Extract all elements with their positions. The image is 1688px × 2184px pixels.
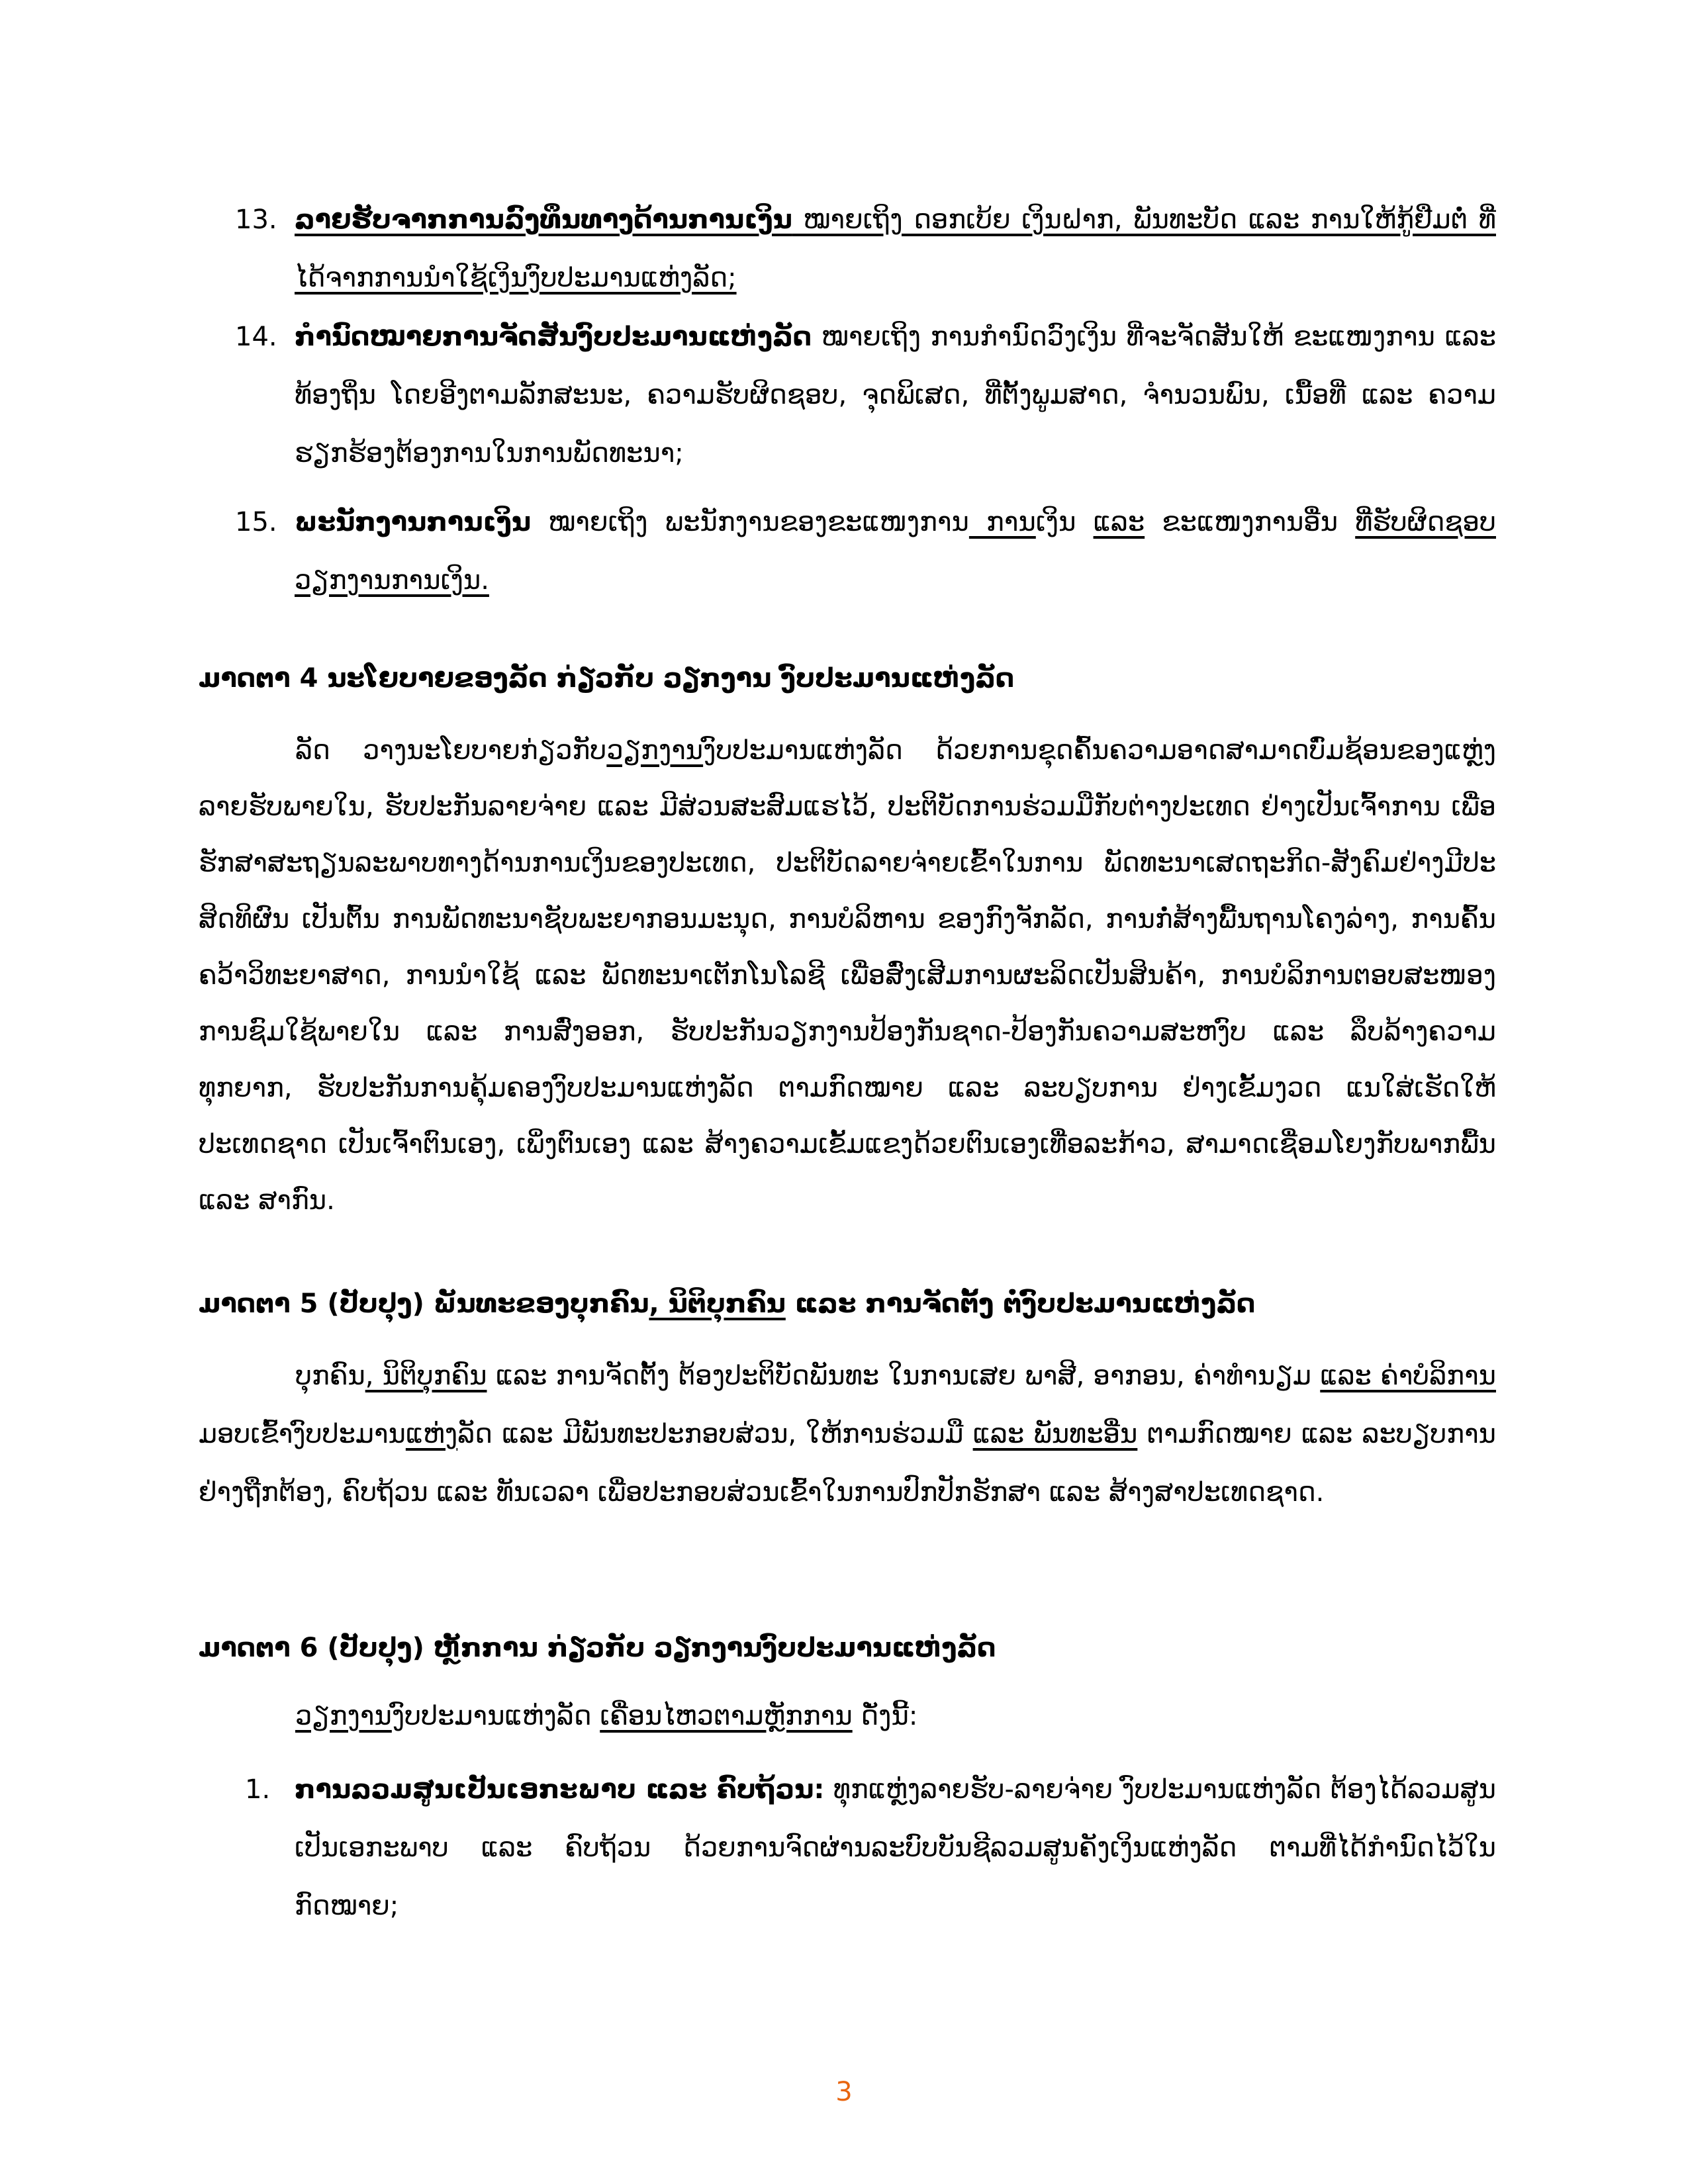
paragraph-text: ງົບປະມານແຫ່ງລັດ ດ້ວຍການຂຸດຄົ້ນຄວາມອາດສາມາດບົ່ມຊ້ອນຂອງແຫຼ່ງລາຍຮັບພາຍໃນ, ຮັບປະກັນລາຍຈ່າຍ ແລະ ມີສ່ວນສະສົມແຮໄວ້, ປະຕິບັດການຮ່ວມມືກັບຕ່າງປະເທດ ຢ່າງເປັນເຈົ້າການ ເພື່ອຮັກສາສະຖຽນລະພາບທາງດ້ານການເງິນຂອງປະເທດ, ປະຕິບັດລາຍຈ່າຍເຂົ້າໃນການ ພັດທະນາເສດຖະກິດ-ສັງຄົມຢ່າງມີປະສິດທິຜົນ ເປັນຕົ້ນ ການພັດທະນາຊັບພະຍາກອນມະນຸດ, ການບໍລິຫານ ຂອງກົງຈັກລັດ, ການກໍ່ສ້າງພື້ນຖານໂຄງລ່າງ, ການຄົ້ນຄວ້າວິທະຍາສາດ, ການນຳໃຊ້ ແລະ ພັດທະນາເຕັກໂນໂລຊີ ເພື່ອສົ່ງເສີມການຜະລິດເປັນສິນຄ້າ, ການບໍລິການຕອບສະໜອງການຊົມໃຊ້ພາຍໃນ ແລະ ການສົ່ງອອກ, ຮັບປະກັນວຽກງານປ້ອງກັນຊາດ-ປ້ອງກັນຄວາມສະຫງົບ ແລະ ລຶບລ້າງຄວາມທຸກຍາກ, ຮັບປະກັນການຄຸ້ມຄອງງົບປະມານແຫ່ງລັດ ຕາມກົດໝາຍ ແລະ ລະບຽບການ ຢ່າງເຂັ້ມງວດ ແນໃສ່ເຮັດໃຫ້ປະເທດຊາດ ເປັນເຈົ້າຕົນເອງ, ເພິ່ງຕົນເອງ ແລະ ສ້າງຄວາມເຂັ້ມແຂງດ້ວຍຕົນເອງເທື່ອລະກ້າວ, ສາມາດເຊື່ອມໂຍງກັບພາກພື້ນ ແລະ ສາກົນ. [199,735,1496,1216]
article-5-paragraph [199,1347,1496,1522]
definition-text: ຂະແໜງການອື່ນ [1145,507,1356,537]
paragraph-text: ແລະ ການຈັດຕັ້ງ ຕ້ອງປະຕິບັດພັນທະ ໃນການເສຍ ພາສີ, ອາກອນ, ຄ່າທຳນຽມ [487,1361,1321,1391]
paragraph-text: ມອບເຂົ້າງົບປະມານ [199,1419,406,1449]
paragraph-text: ດັ່ງນີ້: [852,1701,918,1731]
item-body [295,493,1496,610]
underlined-text: ແຫ່ງ [405,1419,458,1449]
definition-item-13 [235,191,1496,307]
paragraph-text: ລັດ ວາງນະໂຍບາຍກ່ຽວກັບ [295,735,607,766]
definition-text: ເງິນ [1035,507,1094,537]
item-body [295,1760,1496,1935]
underlined-text: ທີ່ຮັບຜິດຊອບ ວຽກງານການເງິນ. [295,507,1496,596]
underlined-text: ແລະ ພັນທະອື່ນ [972,1419,1138,1449]
heading-text: ແລະ ການຈັດຕັ້ງ ຕໍ່ງົບປະມານແຫ່ງລັດ [785,1289,1256,1319]
principle-item-1 [238,1760,1496,1935]
article-4-paragraph [199,723,1496,1229]
item-body [295,191,1496,307]
item-number: 14. [235,322,277,352]
underlined-text: ວຽກງານ [295,1701,392,1731]
definition-item-14 [235,308,1496,482]
underlined-text: ເຄື່ອນໄຫວຕາມຫຼັກການ [600,1701,853,1731]
paragraph-text: ຕາມກົດໝາຍ ແລະ ລະບຽບການ ຢ່າງຖືກຕ້ອງ, ຄົບຖ້ວນ ແລະ ທັນເວລາ ເພື່ອປະກອບສ່ວນເຂົ້າໃນການປົກປັກຮັກສາ ແລະ ສ້າງສາປະເທດຊາດ. [199,1419,1496,1508]
article-5-heading [199,1281,1496,1327]
item-number: 13. [235,205,277,235]
underlined-text: ການ [968,507,1036,537]
underlined-text: ວຽກງານ [606,735,704,766]
article-4-heading: ມາດຕາ 4 ນະໂຍບາຍຂອງລັດ ກ່ຽວກັບ ວຽກງານ ງົບປະມານແຫ່ງລັດ [199,663,1015,694]
defined-term: ລາຍຮັບຈາກການລົງທຶນທາງດ້ານການເງິນ [295,205,792,235]
definition-text: ໝາຍເຖິງ ພະນັກງານຂອງຂະແໜງການ [531,507,969,537]
item-number: 1. [245,1774,271,1805]
definition-item-15 [235,493,1496,610]
paragraph-text: ງົບປະມານແຫ່ງລັດ [391,1701,600,1731]
item-body [295,308,1496,482]
underlined-text: ແລະ [1093,507,1145,537]
article-6-heading: ມາດຕາ 6 (ປັບປຸງ) ຫຼັກການ ກ່ຽວກັບ ວຽກງານງົບປະມານແຫ່ງລັດ [199,1633,996,1663]
definition-text: ໝາຍເຖິງ ດອກເບ້ຍ ເງິນຝາກ, ພັນທະບັດ ແລະ ການໃຫ້ກູ້ຢືມຕໍ່ ທີ່ໄດ້ຈາກການນຳໃຊ້ເງິນງົບປະມານແຫ່ງລັດ; [295,205,1496,293]
defined-term: ກຳນົດໝາຍການຈັດສັນງົບປະມານແຫ່ງລັດ [295,322,812,352]
definition-text: ໝາຍເຖິງ ການກຳນົດວົງເງິນ ທີ່ຈະຈັດສັນໃຫ້ ຂະແໜງການ ແລະ ທ້ອງຖິ່ນ ໂດຍອີງຕາມລັກສະນະ, ຄວາມຮັບຜິດຊອບ, ຈຸດພິເສດ, ທີ່ຕັ້ງພູມສາດ, ຈຳນວນພົນ, ເນື້ອທີ່ ແລະ ຄວາມຮຽກຮ້ອງຕ້ອງການໃນການພັດທະນາ; [295,322,1496,469]
underlined-text: , ນິຕິບຸກຄົນ [365,1361,487,1391]
page-number: 3 [835,2077,853,2107]
underlined-text: , ນິຕິບຸກຄົນ [649,1289,786,1319]
defined-term: ພະນັກງານການເງິນ [295,507,532,537]
article-6-intro [199,1690,1496,1743]
paragraph-text: ບຸກຄົນ [295,1361,365,1391]
item-number: 15. [235,507,277,537]
underlined-text: ແລະ ຄ່າບໍລິການ [1320,1361,1497,1391]
heading-text: ມາດຕາ 5 (ປັບປຸງ) ພັນທະຂອງບຸກຄົນ [199,1289,649,1319]
principle-term: ການລວມສູນເປັນເອກະພາບ ແລະ ຄົບຖ້ວນ: [295,1774,825,1805]
paragraph-text: ລັດ ແລະ ມີພັນທະປະກອບສ່ວນ, ໃຫ້ການຮ່ວມມື [457,1419,973,1449]
principle-text: ທຸກແຫຼ່ງລາຍຮັບ-ລາຍຈ່າຍ ງົບປະມານແຫ່ງລັດ ຕ້ອງໄດ້ລວມສູນເປັນເອກະພາບ ແລະ ຄົບຖ້ວນ ດ້ວຍການຈົດຜ່ານລະບົບບັນຊີລວມສູນຄັງເງິນແຫ່ງລັດ ຕາມທີ່ໄດ້ກຳນົດໄວ້ໃນກົດໝາຍ; [295,1774,1497,1921]
